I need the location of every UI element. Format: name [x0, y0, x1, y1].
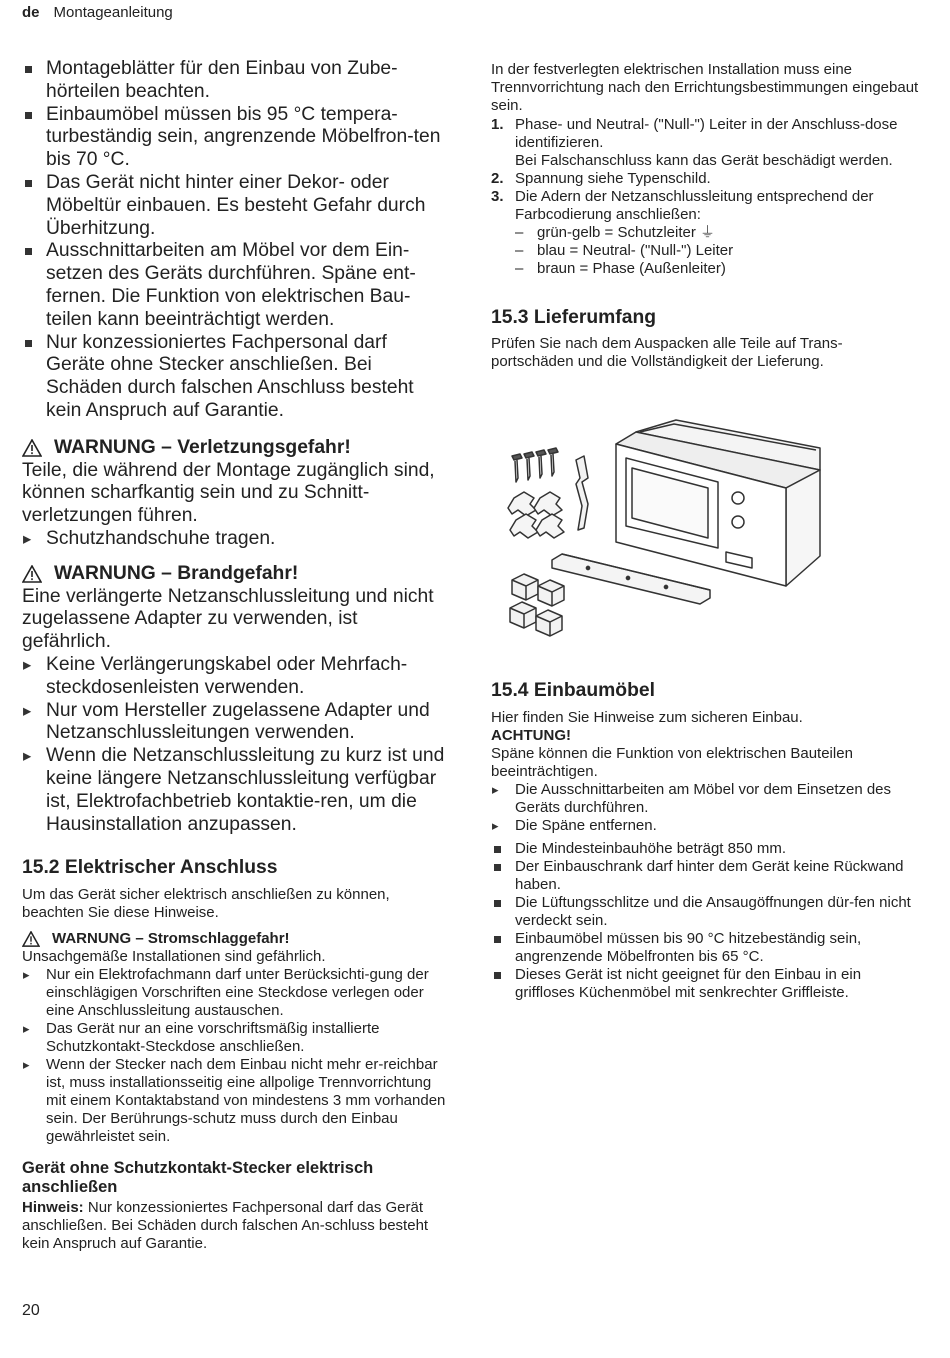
wire-item: – blau = Neutral- ("Null-") Leiter: [515, 242, 921, 260]
action-item: ▸ Wenn die Netzanschlussleitung zu kurz ist und keine längere Netzanschlussleitung verfügbar ist, Elektrofachbetrieb kontaktie-ren, um die Hausinstallation anzupassen.: [22, 745, 447, 836]
list-item: Dieses Gerät ist nicht geeignet für den Einbau in ein griffloses Küchenmöbel mit senkrechter Griffleiste.: [491, 966, 921, 1002]
warning-injury: [22, 437, 447, 551]
section-intro: Um das Gerät sicher elektrisch anschließen zu können, beachten Sie diese Hinweise.: [22, 886, 390, 922]
warning-triangle-icon: [22, 931, 40, 947]
hint-text: Nur konzessioniertes Fachpersonal darf das Gerät anschließen. Bei Schäden durch falschen An-schluss besteht kein Anspruch auf Garantie.: [22, 1199, 429, 1253]
action-item: ▸ Keine Verlängerungskabel oder Mehrfach-steckdosenleisten verwenden.: [22, 654, 447, 700]
action-item: ▸ Nur vom Hersteller zugelassene Adapter und Netzanschlussleitungen verwenden.: [22, 700, 447, 746]
warning-triangle-icon: [22, 565, 42, 583]
delivery-contents-illustration: [498, 418, 920, 654]
attention-label: ACHTUNG!: [491, 727, 571, 744]
subheading: Gerät ohne Schutzkontakt-Stecker elektrisch anschließen: [22, 1159, 374, 1197]
list-item: Die Lüftungsschlitze und die Ansaugöffnungen dür-fen nicht verdeckt sein.: [491, 894, 921, 930]
connection-steps: [491, 116, 921, 278]
section-text: Prüfen Sie nach dem Auspacken alle Teile auf Trans-portschäden und die Vollständigkeit der Lieferung.: [491, 335, 843, 370]
step-item: 3. Die Adern der Netzanschlussleitung entsprechend der Farbcodierung anschließen: – grün-gelb = Schutzleiter ⏚ – blau = Neutral- ("Null-") Leiter – braun = Phase (Außenleiter): [491, 188, 921, 278]
furniture-bullet-list: [491, 840, 921, 1002]
language-code: de: [22, 4, 40, 21]
list-item: Einbaumöbel müssen bis 95 °C tempera-turbeständig sein, angrenzende Möbelfron-ten bis 70 °C.: [22, 104, 447, 172]
mounting-bullet-list: [22, 58, 447, 423]
warning-heading: WARNUNG – Verletzungsgefahr!: [22, 437, 447, 460]
right-column: [491, 61, 921, 371]
warning-heading: WARNUNG – Brandgefahr!: [22, 563, 447, 586]
section-heading-15-2: 15.2 Elektrischer Anschluss: [22, 857, 278, 879]
action-item: ▸ Die Späne entfernen.: [491, 817, 921, 835]
section-heading-15-4: 15.4 Einbaumöbel: [491, 680, 655, 701]
page-number: 20: [22, 1302, 40, 1319]
list-item: Ausschnittarbeiten am Möbel vor dem Ein-setzen des Geräts durchführen. Späne ent-fernen. Die Funktion von elektrischen Bau-teilen kann beeinträchtigt werden.: [22, 240, 447, 331]
action-item: ▸ Nur ein Elektrofachmann darf unter Berücksichti-gung der einschlägigen Vorschriften eine Steckdose verlegen oder eine Anschlussleitung austauschen.: [22, 966, 447, 1020]
list-item: Einbaumöbel müssen bis 90 °C hitzebeständig sein, angrenzende Möbelfronten bis 65 °C.: [491, 930, 921, 966]
step-note: Bei Falschanschluss kann das Gerät beschädigt werden.: [515, 152, 893, 169]
page-header: [22, 4, 173, 21]
installation-intro: In der festverlegten elektrischen Installation muss eine Trennvorrichtung nach den Errichtungsbestimmungen eingebaut sein.: [491, 61, 919, 114]
list-item: Nur konzessioniertes Fachpersonal darf Geräte ohne Stecker anschließen. Bei Schäden durch falschen Anschluss besteht kein Anspruch auf Garantie.: [22, 332, 447, 423]
header-title: Montageanleitung: [53, 4, 173, 21]
action-item: ▸ Das Gerät nur an eine vorschriftsmäßig installierte Schutzkontakt-Steckdose anschließen.: [22, 1020, 447, 1056]
list-item: Das Gerät nicht hinter einer Dekor- oder Möbeltür einbauen. Es besteht Gefahr durch Überhitzung.: [22, 172, 447, 240]
attention-text: Späne können die Funktion von elektrischen Bauteilen beeinträchtigen.: [491, 745, 853, 780]
section-intro: Hier finden Sie Hinweise zum sicheren Einbau.: [491, 709, 803, 726]
warning-heading: WARNUNG – Stromschlaggefahr!: [22, 930, 447, 948]
warning-triangle-icon: [22, 439, 42, 457]
list-item: Der Einbauschrank darf hinter dem Gerät keine Rückwand haben.: [491, 858, 921, 894]
warning-text: Eine verlängerte Netzanschlussleitung und nicht zugelassene Adapter zu verwenden, ist gefährlich.: [22, 585, 434, 653]
left-column: [22, 58, 447, 1253]
hint-label: Hinweis:: [22, 1199, 84, 1217]
section-15-2-body: [22, 886, 447, 1253]
step-item: 1. Phase- und Neutral- ("Null-") Leiter in der Anschluss-dose identifizieren. Bei Falschanschluss kann das Gerät beschädigt werden.: [491, 116, 898, 169]
warning-fire: [22, 563, 447, 837]
list-item: Die Mindesteinbauhöhe beträgt 850 mm.: [491, 840, 921, 858]
hint-paragraph: [22, 1199, 447, 1253]
action-item: ▸ Die Ausschnittarbeiten am Möbel vor dem Einsetzen des Geräts durchführen.: [491, 781, 921, 817]
step-item: 2. Spannung siehe Typenschild.: [491, 170, 711, 187]
warning-text: Teile, die während der Montage zugänglich sind, können scharfkantig sein und zu Schnitt-verletzungen führen.: [22, 459, 435, 527]
action-item: ▸ Wenn der Stecker nach dem Einbau nicht mehr er-reichbar ist, muss installationsseitig eine allpolige Trennvorrichtung mit einem Kontaktabstand von mindestens 3 mm vorhanden sein. Der Berührungs-schutz muss durch den Einbau gewährleistet sein.: [22, 1056, 447, 1146]
section-heading-15-3: 15.3 Lieferumfang: [491, 307, 657, 328]
section-15-4: [491, 679, 921, 1002]
wire-item: – grün-gelb = Schutzleiter ⏚: [515, 224, 921, 242]
wire-item: – braun = Phase (Außenleiter): [515, 260, 921, 278]
warning-text: Unsachgemäße Installationen sind gefährlich.: [22, 948, 326, 966]
action-item: ▸ Schutzhandschuhe tragen.: [22, 528, 447, 551]
list-item: Montageblätter für den Einbau von Zube-hörteilen beachten.: [22, 58, 447, 104]
